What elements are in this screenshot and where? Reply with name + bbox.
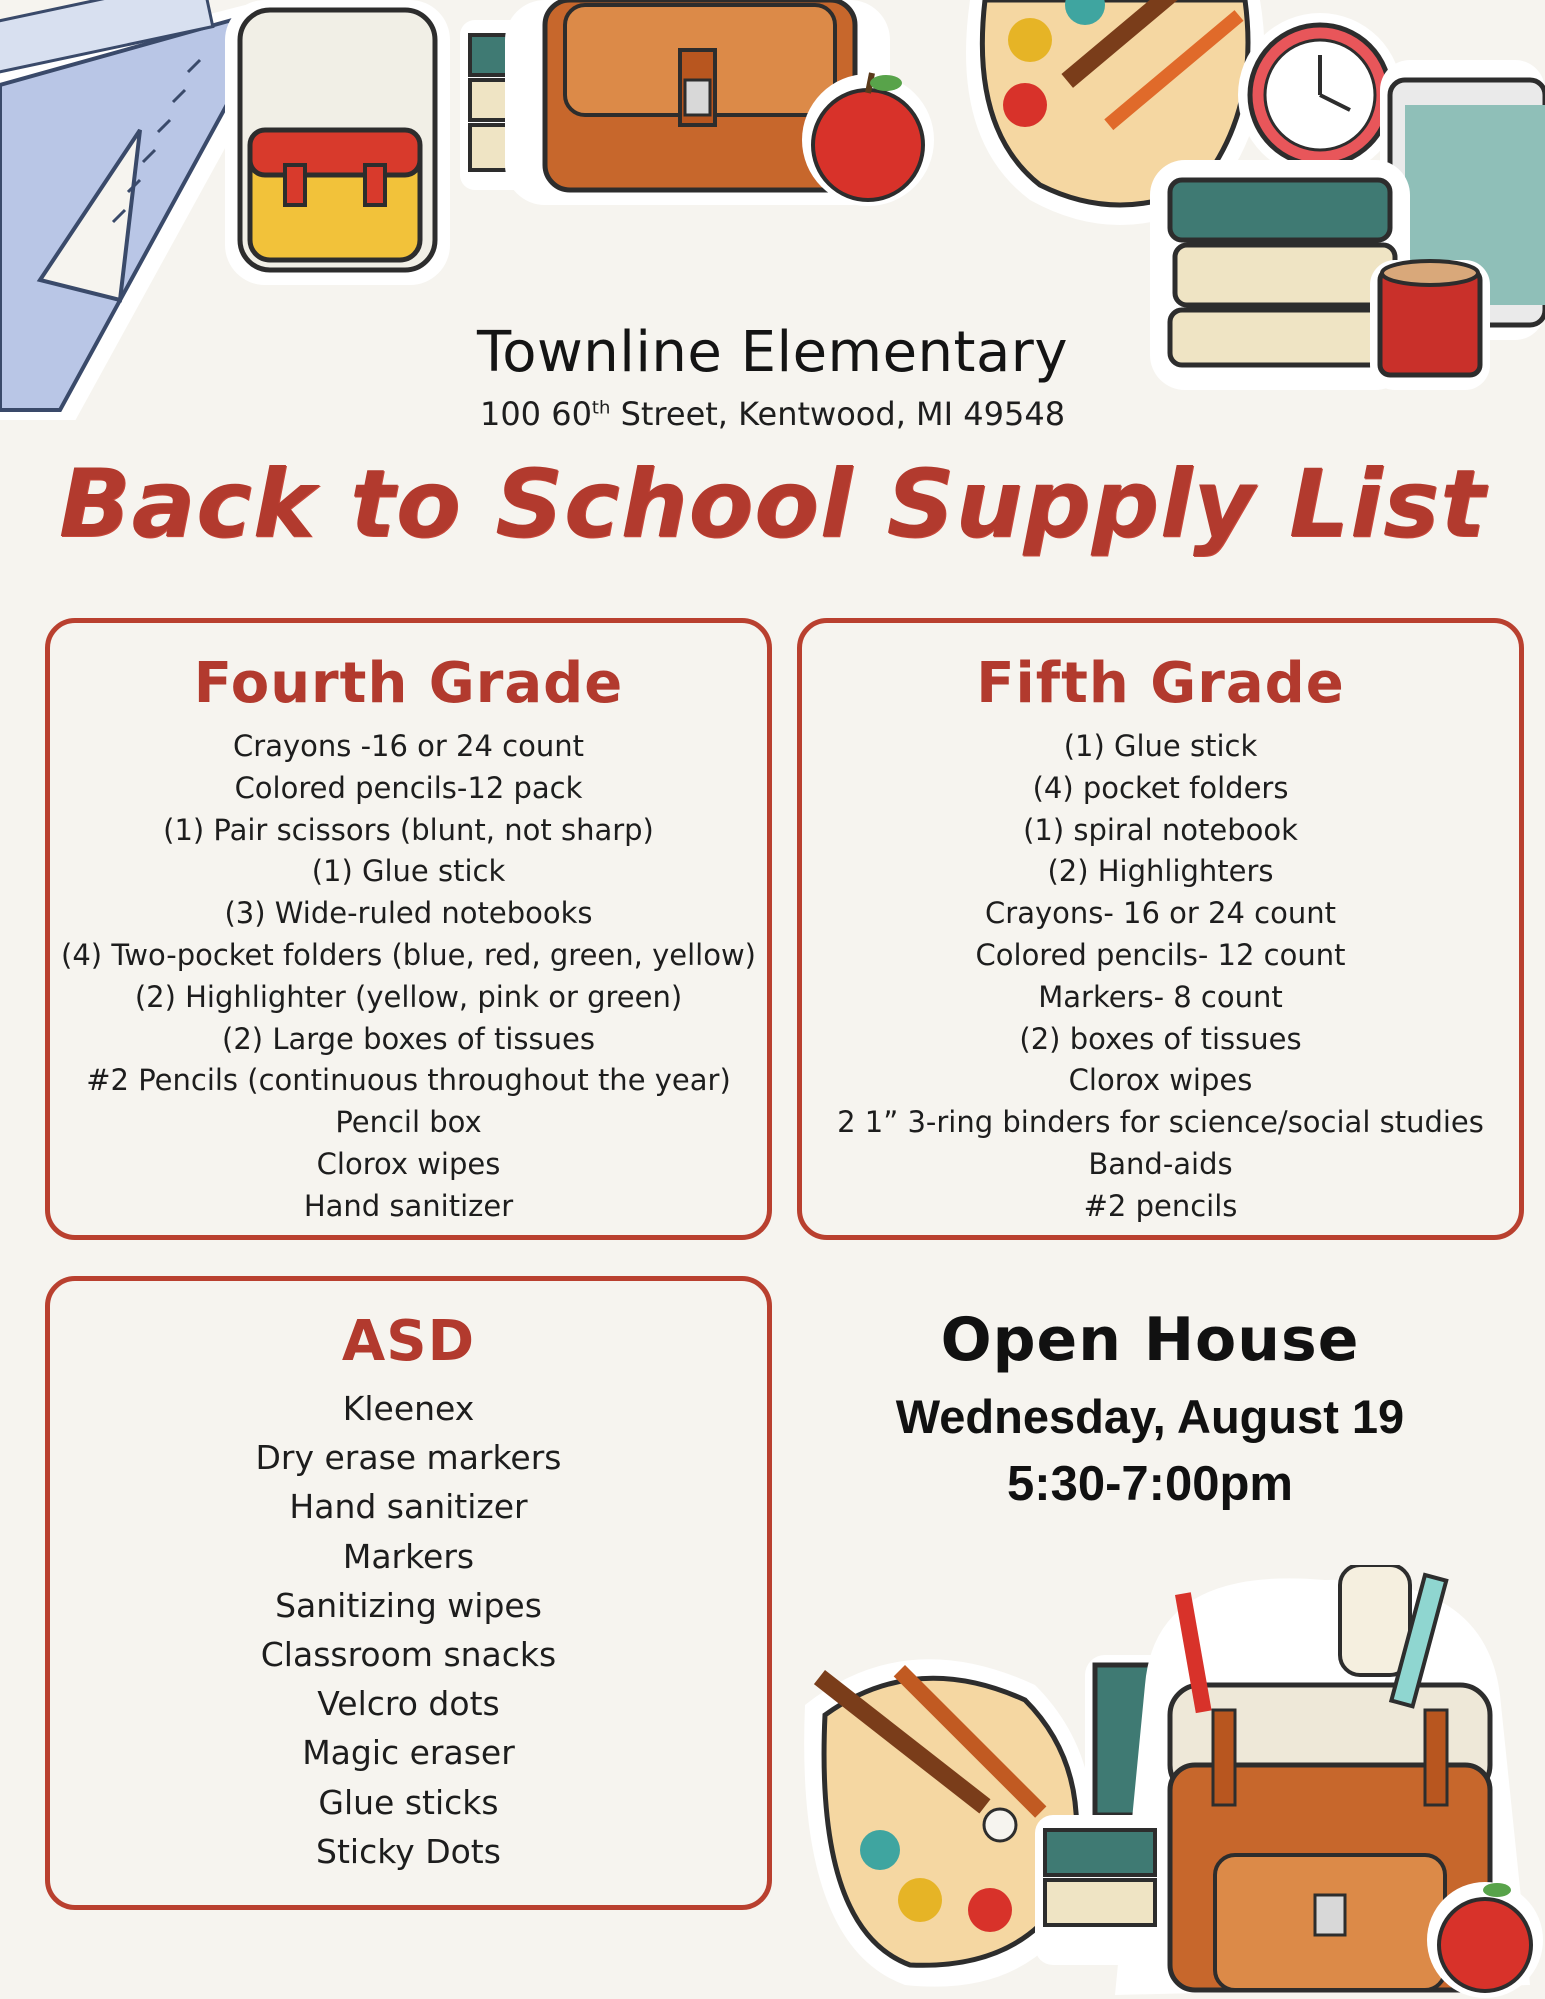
list-item: Crayons -16 or 24 count — [233, 729, 584, 763]
list-item: Dry erase markers — [255, 1438, 562, 1478]
list-item: Crayons- 16 or 24 count — [985, 896, 1336, 931]
open-house-block — [830, 1305, 1470, 1512]
list-item: (4) pocket folders — [1032, 770, 1289, 805]
asd-title: ASD — [341, 1309, 476, 1374]
asd-card — [45, 1276, 772, 1910]
open-house-time: 5:30-7:00pm — [1007, 1457, 1293, 1511]
list-item: #2 pencils — [1083, 1188, 1238, 1223]
list-item: #2 Pencils (continuous throughout the year) — [86, 1063, 731, 1098]
list-item: Classroom snacks — [260, 1635, 557, 1675]
school-address — [0, 395, 1545, 433]
list-item: Markers — [342, 1536, 475, 1576]
fourth-grade-list — [50, 726, 767, 1228]
page-title: Back to School Supply List — [58, 450, 1487, 559]
apple-top-illustration — [790, 55, 945, 210]
fourth-grade-title: Fourth Grade — [193, 651, 624, 716]
fifth-grade-list — [802, 726, 1519, 1228]
header — [0, 320, 1545, 433]
list-item: (3) Wide-ruled notebooks — [224, 896, 593, 931]
list-item: (1) spiral notebook — [1023, 812, 1298, 847]
list-item: (1) Pair scissors (blunt, not sharp) — [163, 812, 654, 847]
list-item: (1) Glue stick — [311, 854, 506, 889]
school-name: Townline Elementary — [477, 320, 1068, 385]
yellow-backpack-illustration — [215, 0, 460, 290]
list-item: Clorox wipes — [316, 1146, 501, 1181]
list-item: Clorox wipes — [1068, 1063, 1253, 1098]
asd-list — [50, 1384, 767, 1876]
list-item: (2) Highlighter (yellow, pink or green) — [134, 979, 683, 1014]
list-item: (1) Glue stick — [1063, 729, 1258, 763]
list-item: Velcro dots — [317, 1684, 500, 1724]
list-item: Hand sanitizer — [289, 1487, 528, 1527]
list-item: Colored pencils-12 pack — [234, 770, 583, 805]
fifth-grade-title: Fifth Grade — [976, 651, 1345, 716]
list-item: (2) Highlighters — [1047, 854, 1274, 889]
list-item: Markers- 8 count — [1038, 979, 1283, 1014]
fourth-grade-card — [45, 618, 772, 1240]
list-item: Sticky Dots — [316, 1831, 501, 1871]
open-house-title: Open House — [940, 1305, 1360, 1375]
list-item: (2) boxes of tissues — [1019, 1021, 1302, 1056]
school-supplies-backpack-illustration — [785, 1565, 1545, 1999]
list-item: 2 1” 3-ring binders for science/social studies — [837, 1105, 1484, 1140]
list-item: Hand sanitizer — [303, 1188, 514, 1223]
address-ordinal: th — [591, 397, 611, 419]
open-house-date: Wednesday, August 19 — [895, 1390, 1405, 1443]
fifth-grade-card — [797, 618, 1524, 1240]
list-item: (2) Large boxes of tissues — [222, 1021, 595, 1056]
list-item: Sanitizing wipes — [275, 1585, 542, 1625]
list-item: Magic eraser — [302, 1733, 515, 1773]
list-item: Band-aids — [1088, 1146, 1233, 1181]
list-item: (4) Two-pocket folders (blue, red, green, yellow) — [61, 937, 756, 972]
list-item: Kleenex — [342, 1389, 475, 1428]
list-item: Glue sticks — [318, 1782, 499, 1822]
address-number: 100 60 — [479, 395, 592, 433]
list-item: Pencil box — [335, 1105, 482, 1140]
list-item: Colored pencils- 12 count — [975, 937, 1346, 972]
address-street: Street, Kentwood, MI 49548 — [610, 395, 1066, 433]
